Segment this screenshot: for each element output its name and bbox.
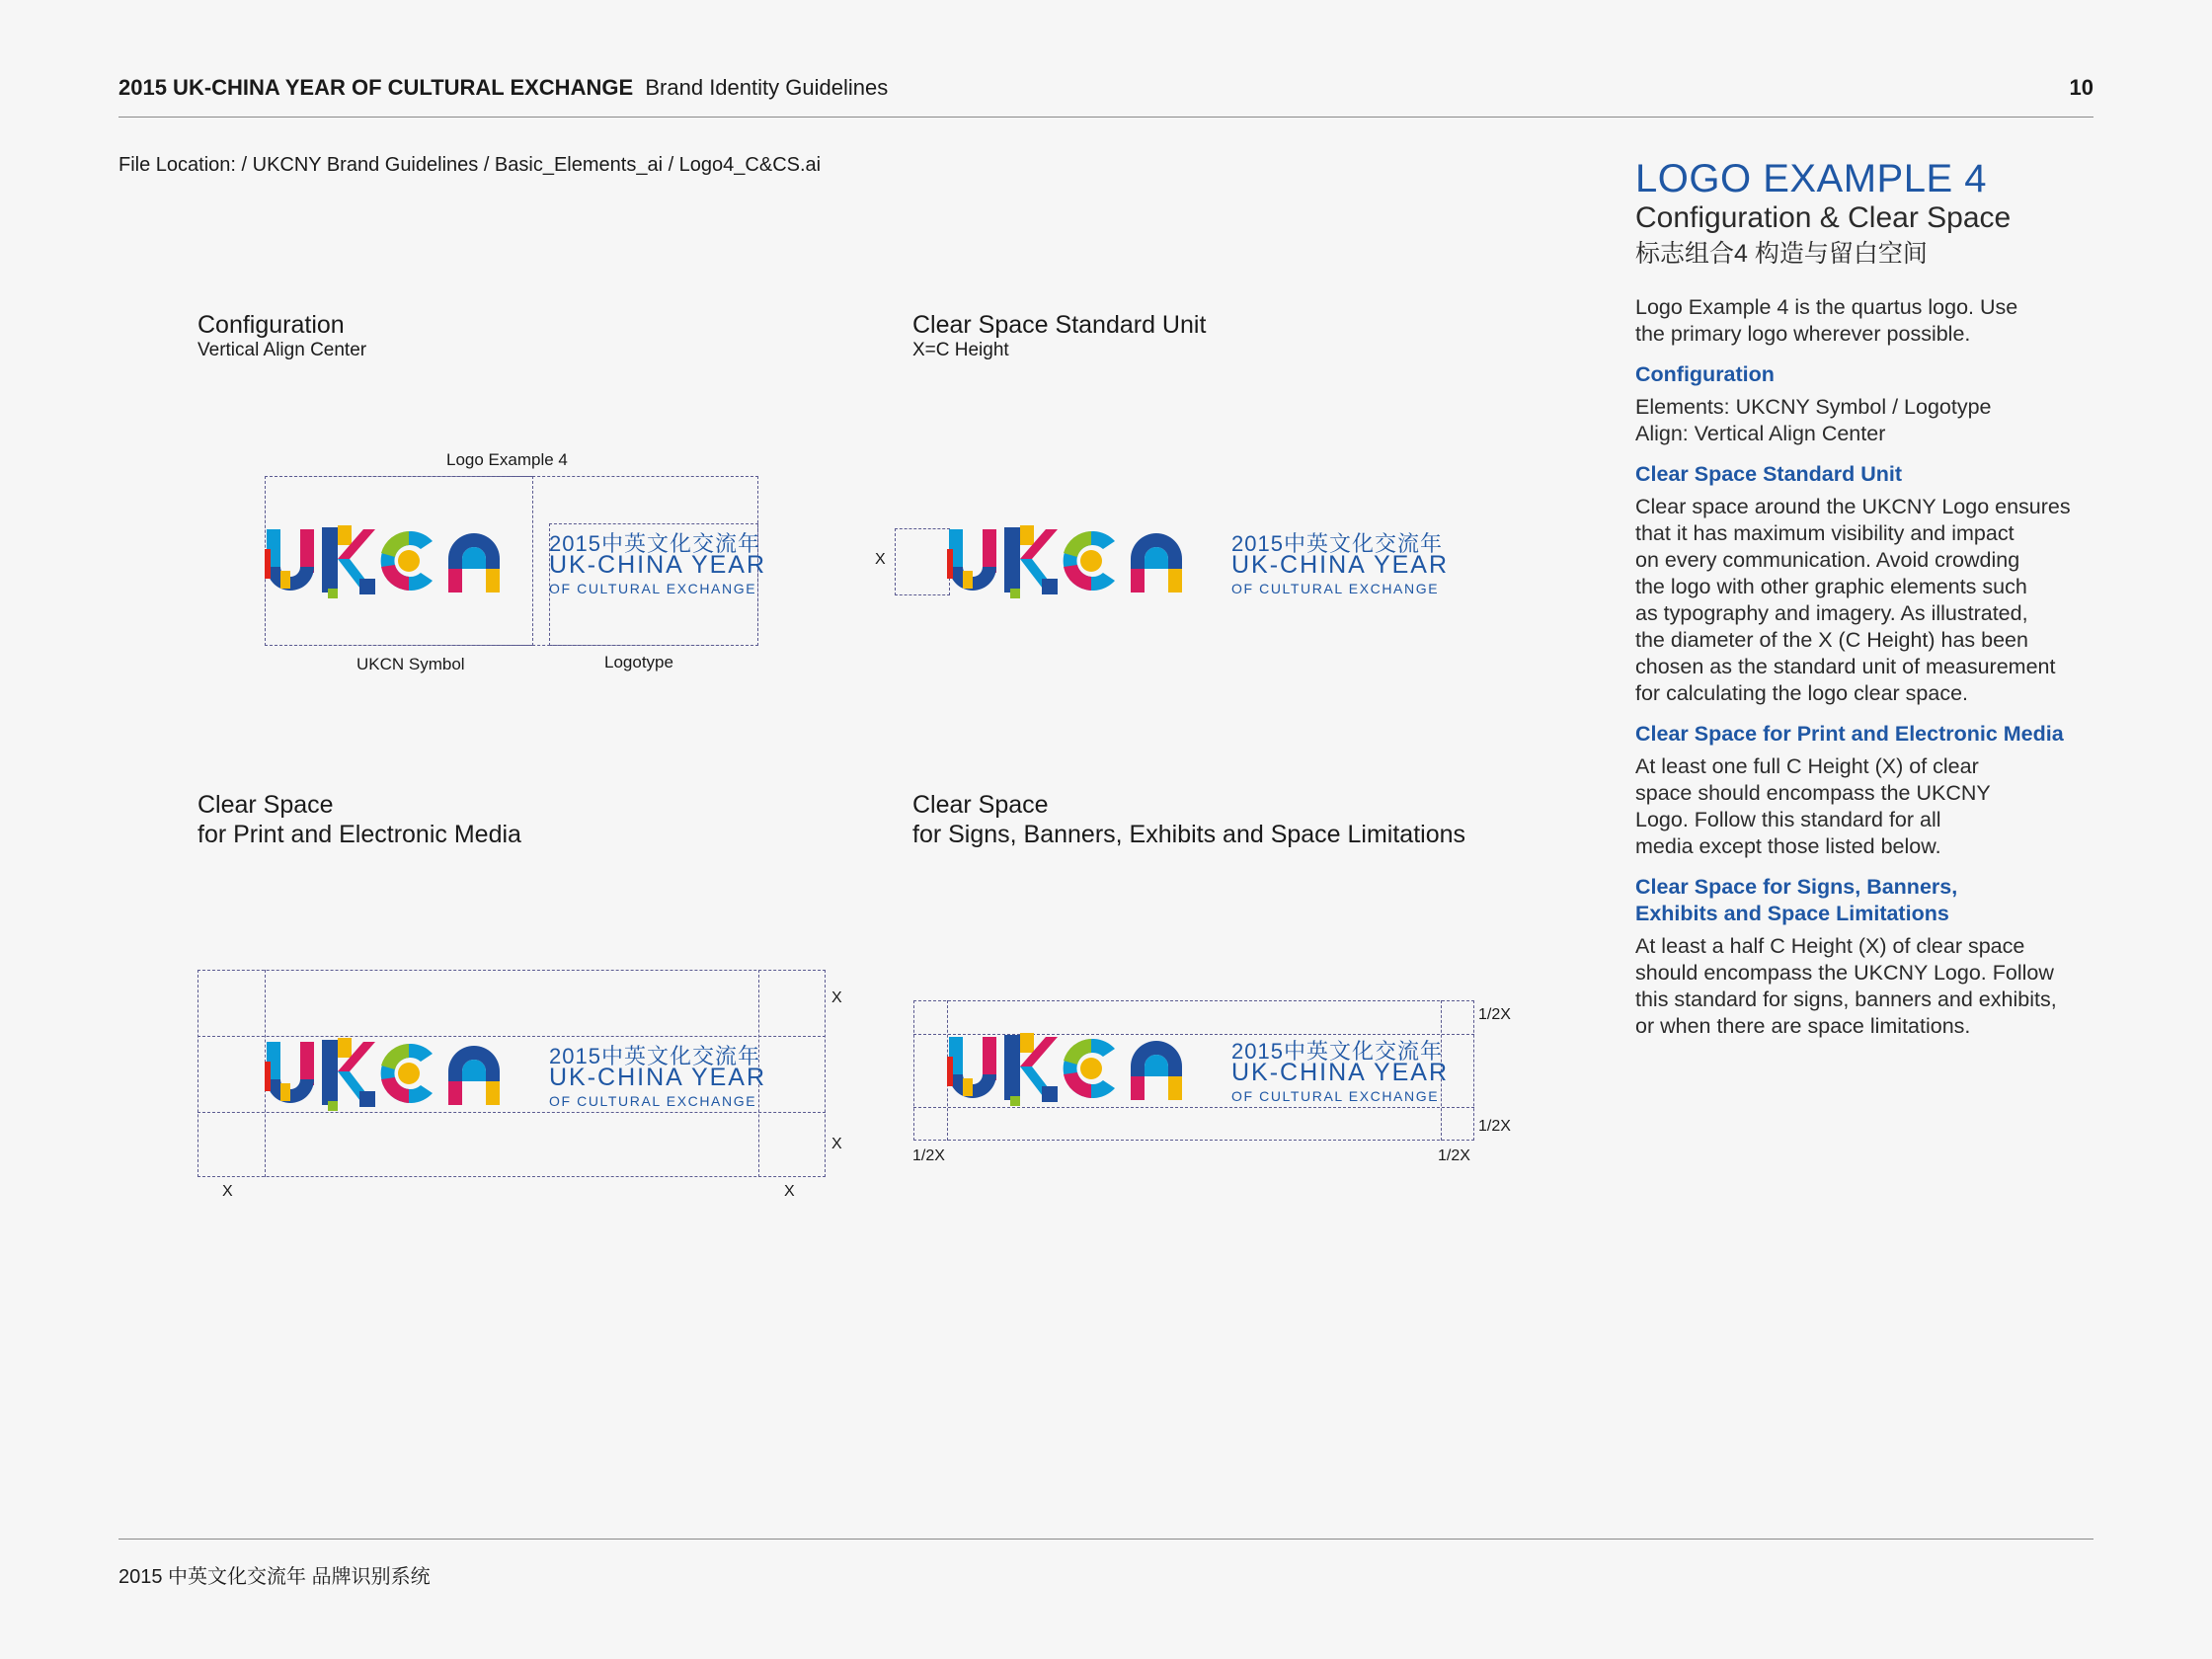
sidebar-signs-heading: Clear Space for Signs, Banners, Exhibits and Space Limitations: [1635, 875, 1958, 925]
logo-line1: 2015中英文化交流年: [549, 1044, 760, 1068]
logo-line1: 2015中英文化交流年: [1231, 1039, 1443, 1064]
sidebar-signs-text: At least a half C Height (X) of clear space should encompass the UKCNY Logo. Follow this standard for signs, banners and exhibits, or when there are space limitations.: [1635, 934, 2057, 1038]
footer-text: 2015 中英文化交流年 品牌识别系统: [118, 1566, 431, 1588]
signs-half-label-top: 1/2X: [1478, 1006, 1511, 1023]
config-box-label: Logo Example 4: [446, 450, 568, 469]
logo: [947, 1031, 1450, 1110]
logo-line1: 2015中英文化交流年: [1231, 531, 1443, 556]
sidebar-config-heading: Configuration: [1635, 362, 1775, 386]
print-x-label-bottom: X: [831, 1136, 842, 1152]
sidebar-intro: Logo Example 4 is the quartus logo. Use the primary logo wherever possible.: [1635, 295, 2018, 346]
unit-subtitle: X=C Height: [912, 340, 1009, 360]
print-x-label-right: X: [784, 1183, 795, 1200]
logo-line2: UK-CHINA YEAR: [1231, 1059, 1450, 1086]
sidebar: [1635, 158, 2099, 1052]
page-number: 10: [2069, 75, 2094, 100]
sidebar-subtitle: Configuration & Clear Space: [1635, 201, 2012, 234]
sidebar-title: LOGO EXAMPLE 4: [1635, 157, 1988, 200]
unit-x-label: X: [875, 551, 886, 568]
header-title-bold: 2015 UK-CHINA YEAR OF CULTURAL EXCHANGE: [118, 75, 634, 100]
signs-half-label-right: 1/2X: [1438, 1147, 1470, 1164]
footer-rule: [118, 1539, 2094, 1540]
symbol-label: UKCN Symbol: [356, 655, 465, 673]
ukcn-symbol-graphic: [265, 1036, 541, 1115]
sidebar-unit-heading: Clear Space Standard Unit: [1635, 462, 1903, 486]
signs-half-label-left: 1/2X: [912, 1147, 945, 1164]
logo-line3: OF CULTURAL EXCHANGE: [1231, 581, 1440, 596]
signs-subtitle: for Signs, Banners, Exhibits and Space Limitations: [912, 821, 1466, 848]
ukcn-symbol-graphic: [947, 1031, 1224, 1110]
config-title: Configuration: [198, 311, 345, 339]
logotype-label: Logotype: [604, 653, 673, 672]
unit-title: Clear Space Standard Unit: [912, 311, 1207, 339]
ukcn-symbol-graphic: [265, 523, 541, 602]
logo-line2: UK-CHINA YEAR: [1231, 551, 1450, 579]
print-x-label-left: X: [222, 1183, 233, 1200]
logo: [947, 523, 1450, 602]
header-title-rest: Brand Identity Guidelines: [645, 75, 889, 100]
logo-line1: 2015中英文化交流年: [549, 531, 760, 556]
config-subtitle: Vertical Align Center: [198, 340, 367, 360]
logo-line3: OF CULTURAL EXCHANGE: [1231, 1088, 1440, 1104]
logo-line3: OF CULTURAL EXCHANGE: [549, 1093, 757, 1109]
sidebar-print-heading: Clear Space for Print and Electronic Media: [1635, 722, 2064, 746]
logo-line3: OF CULTURAL EXCHANGE: [549, 581, 757, 596]
print-title: Clear Space: [198, 791, 334, 819]
logo-line2: UK-CHINA YEAR: [549, 551, 767, 579]
print-x-label-top: X: [831, 989, 842, 1006]
unit-x-box: [895, 528, 950, 595]
signs-half-label-bottom: 1/2X: [1478, 1118, 1511, 1135]
sidebar-unit-text: Clear space around the UKCNY Logo ensures that it has maximum visibility and impact on every communication. Avoid crowding the logo with other graphic elements such as typography and imagery. As illustrated, the diameter of the X (C Height) has been chosen as the standard unit of measurement for calculating the logo clear space.: [1635, 495, 2071, 705]
sidebar-config-text: Elements: UKCNY Symbol / Logotype Align: Vertical Align Center: [1635, 395, 1992, 445]
header-title: [118, 75, 888, 101]
print-subtitle: for Print and Electronic Media: [198, 821, 521, 848]
sidebar-print-text: At least one full C Height (X) of clear space should encompass the UKCNY Logo. Follow this standard for all media except those listed below.: [1635, 754, 1991, 858]
sidebar-subtitle-cn: 标志组合4 构造与留白空间: [1635, 240, 1928, 268]
header-rule: [118, 117, 2094, 118]
ukcn-symbol-graphic: [947, 523, 1224, 602]
logo: [265, 523, 767, 602]
file-location: File Location: / UKCNY Brand Guidelines / Basic_Elements_ai / Logo4_C&CS.ai: [118, 154, 822, 176]
logo: [265, 1036, 767, 1115]
logo-line2: UK-CHINA YEAR: [549, 1064, 767, 1091]
signs-title: Clear Space: [912, 791, 1049, 819]
